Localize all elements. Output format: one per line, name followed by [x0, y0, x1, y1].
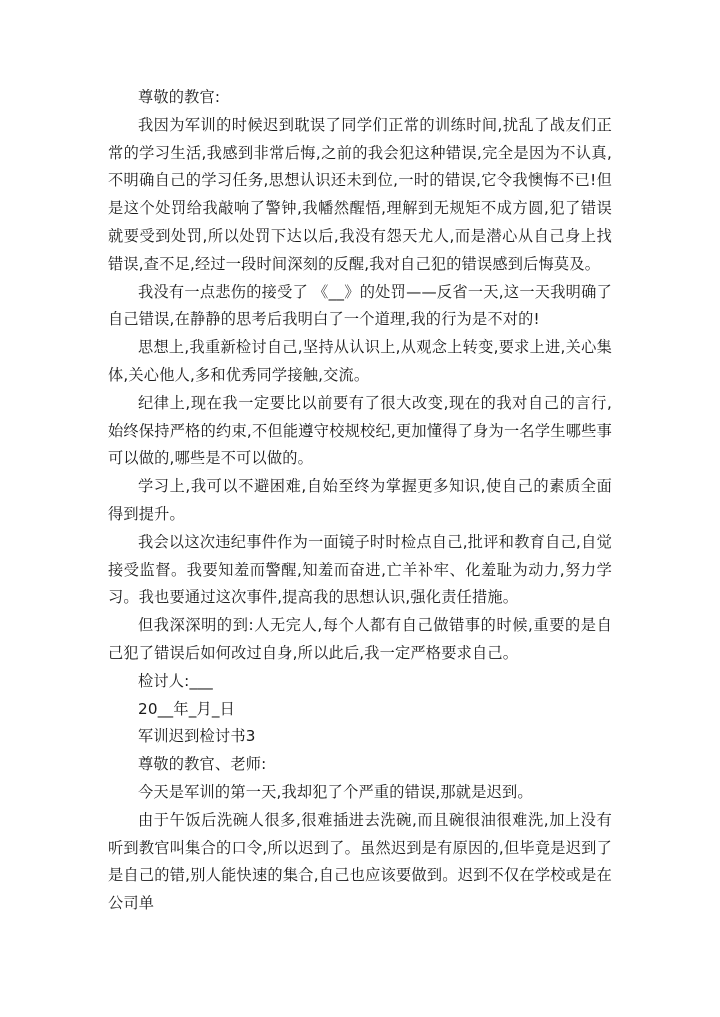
salutation-1: 尊敬的教官: [138, 88, 221, 106]
paragraph-3: 思想上,我重新检讨自己,坚持从认识上,从观念上转变,要求上进,关心集体,关心他人,多和优秀同学接触,交流。 [108, 338, 612, 384]
paragraph-5: 学习上,我可以不避困难,自始至终为掌握更多知识,使自己的素质全面得到提升。 [108, 477, 612, 523]
paragraph-4: 纪律上,现在我一定要比以前要有了很大改变,现在的我对自己的言行,始终保持严格的约束,不但能遵守校规校纪,更加懂得了身为一名学生哪些事可以做的,哪些是不可以做的。 [108, 393, 612, 468]
salutation-2: 尊敬的教官、老师: [138, 755, 267, 774]
paragraph-6: 我会以这次违纪事件作为一面镜子时时检点自己,批评和教育自己,自觉接受监督。我要知羞而警醒,知羞而奋进,亡羊补牢、化羞耻为动力,努力学习。我也要通过这次事件,提高我的思想认识,强化责任措施。 [108, 532, 612, 607]
paragraph-9: 由于午饭后洗碗人很多,很难插进去洗碗,而且碗很油很难洗,加上没有听到教官叫集合的口令,所以迟到了。虽然迟到是有原因的,但毕竟是迟到了是自己的错,别人能快速的集合,自己也应该要做到。迟到不仅在学校或是在公司单 [108, 810, 612, 913]
paragraph-1: 我因为军训的时候迟到耽误了同学们正常的训练时间,扰乱了战友们正常的学习生活,我感到非常后悔,之前的我会犯这种错误,完全是因为不认真,不明确自己的学习任务,思想认识还未到位,一时的错误,它令我懊悔不已!但是这个处罚给我敲响了警钟,我幡然醒悟,理解到无规矩不成方圆,犯了错误就要受到处罚,所以处罚下达以后,我没有怨天尤人,而是潜心从自己身上找错误,查不足,经过一段时间深刻的反醒,我对自己犯的错误感到后悔莫及。 [108, 115, 612, 273]
paragraph-7: 但我深深明的到:人无完人,每个人都有自己做错事的时候,重要的是自己犯了错误后如何改过自身,所以此后,我一定严格要求自己。 [108, 616, 612, 662]
paragraph-2: 我没有一点悲伤的接受了 《__》的处罚——反省一天,这一天我明确了自己错误,在静静的思考后我明白了一个道理,我的行为是不对的! [108, 282, 612, 329]
date-line: 20__年_月_日 [138, 699, 236, 718]
paragraph-8: 今天是军训的第一天,我却犯了个严重的错误,那就是迟到。 [138, 782, 533, 801]
signature-line: 检讨人:___ [138, 671, 213, 690]
document-page [108, 84, 612, 918]
section-title: 军训迟到检讨书3 [138, 727, 256, 746]
